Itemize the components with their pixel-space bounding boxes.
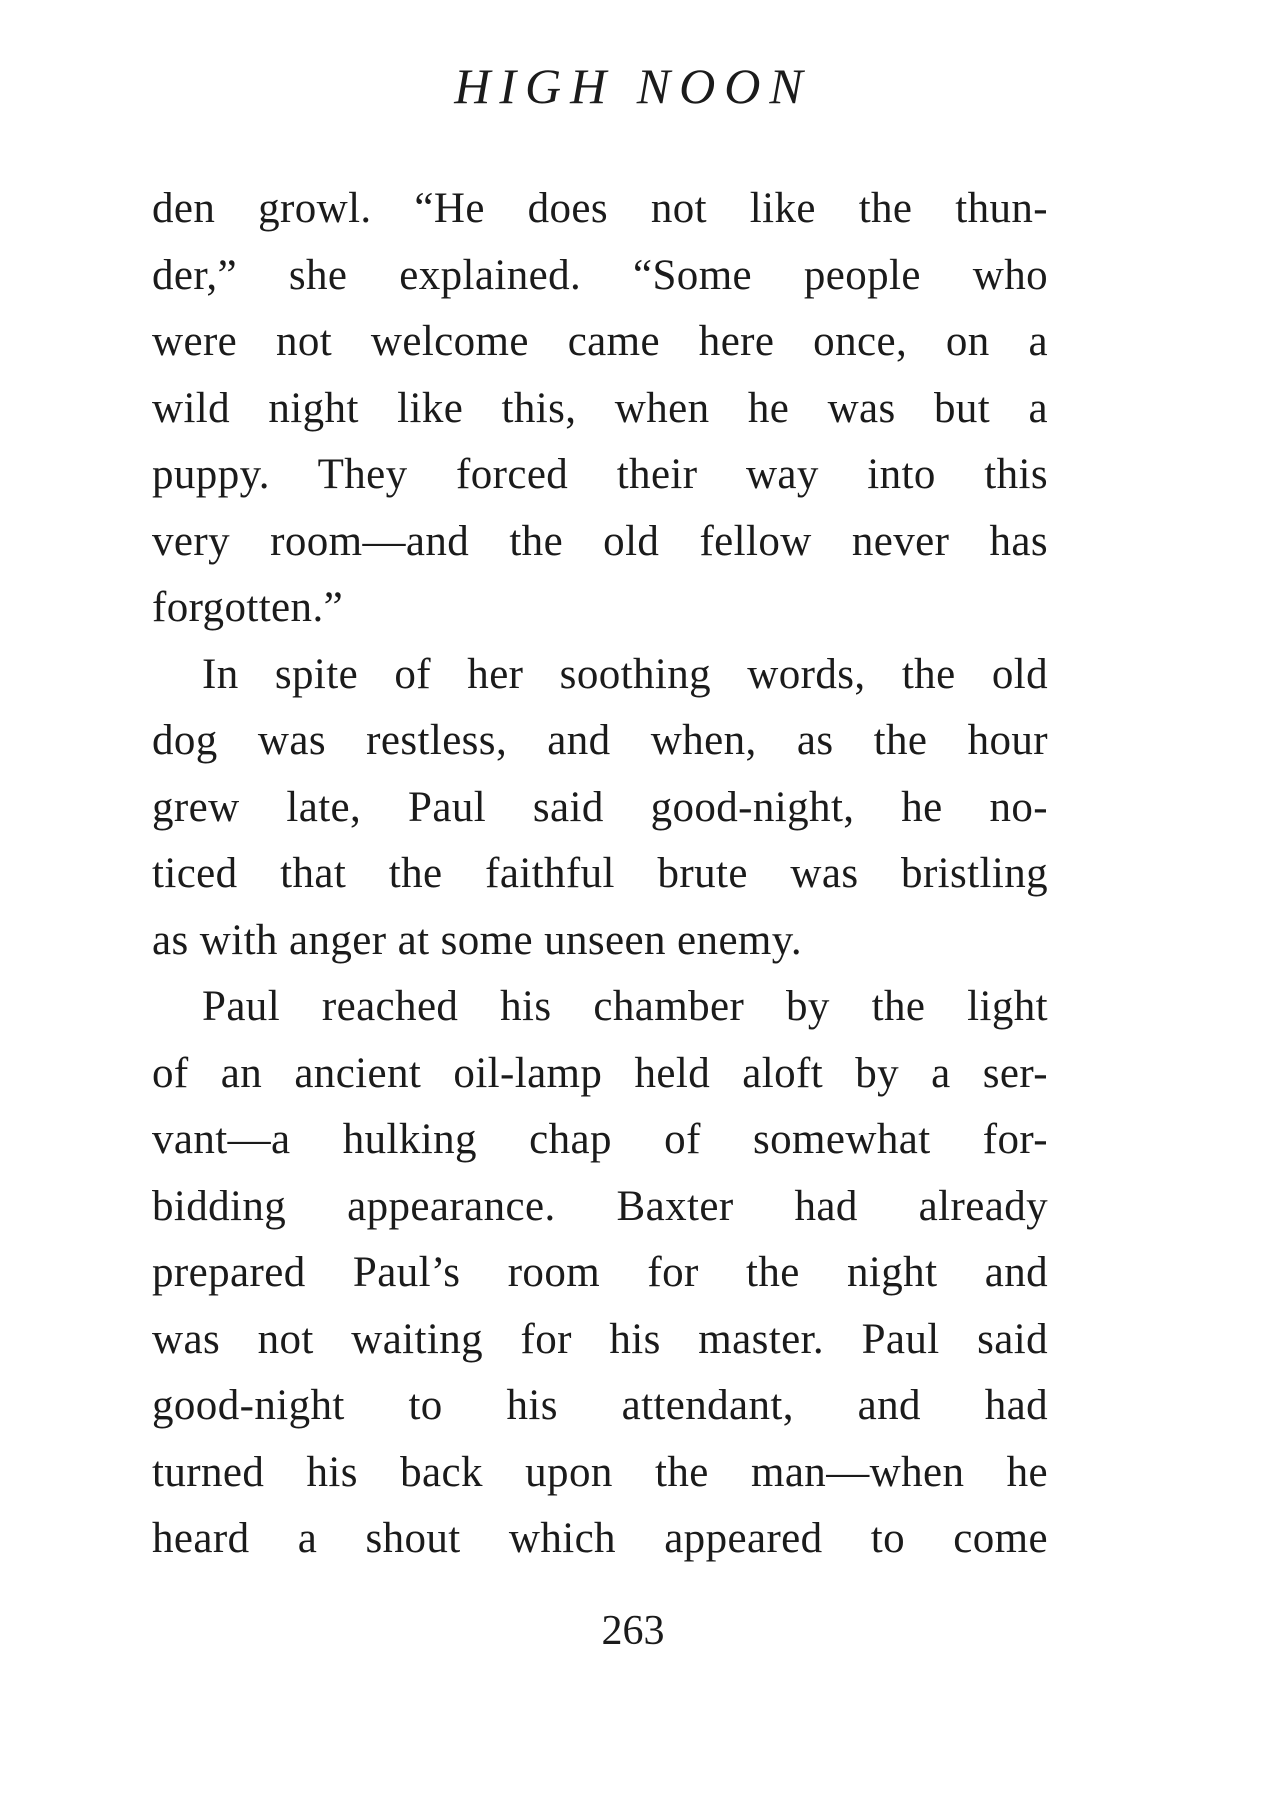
text-line: dog was restless, and when, as the hour <box>152 717 1048 764</box>
paragraph-start-line: In spite of her soothing words, the old <box>202 650 1048 698</box>
text-line: forgotten.” <box>152 584 344 631</box>
text-line: good-night to his attendant, and had <box>152 1382 1048 1429</box>
running-head: HIGH NOON <box>454 58 812 114</box>
text-line: den growl. “He does not like the thun- <box>152 185 1048 232</box>
text-line: of an ancient oil-lamp held aloft by a ser- <box>152 1049 1048 1097</box>
text-line: prepared Paul’s room for the night and <box>152 1249 1048 1296</box>
body-text <box>152 176 1048 1573</box>
text-line: as with anger at some unseen enemy. <box>152 916 803 964</box>
text-line: very room—and the old fellow never has <box>152 517 1048 565</box>
text-line: wild night like this, when he was but a <box>152 384 1048 432</box>
text-line: vant—a hulking chap of somewhat for- <box>152 1116 1048 1163</box>
text-line: grew late, Paul said good-night, he no- <box>152 783 1048 831</box>
text-line: ticed that the faithful brute was bristling <box>152 850 1048 897</box>
page-number: 263 <box>601 1608 665 1654</box>
paragraph-start-line: Paul reached his chamber by the light <box>202 983 1048 1030</box>
text-line: were not welcome came here once, on a <box>152 318 1048 365</box>
text-line: bidding appearance. Baxter had already <box>152 1182 1048 1230</box>
text-line: der,” she explained. “Some people who <box>152 251 1048 299</box>
text-line: was not waiting for his master. Paul said <box>152 1315 1048 1363</box>
text-line: heard a shout which appeared to come <box>152 1515 1048 1562</box>
text-line: puppy. They forced their way into this <box>152 451 1048 498</box>
text-line: turned his back upon the man—when he <box>152 1448 1048 1496</box>
